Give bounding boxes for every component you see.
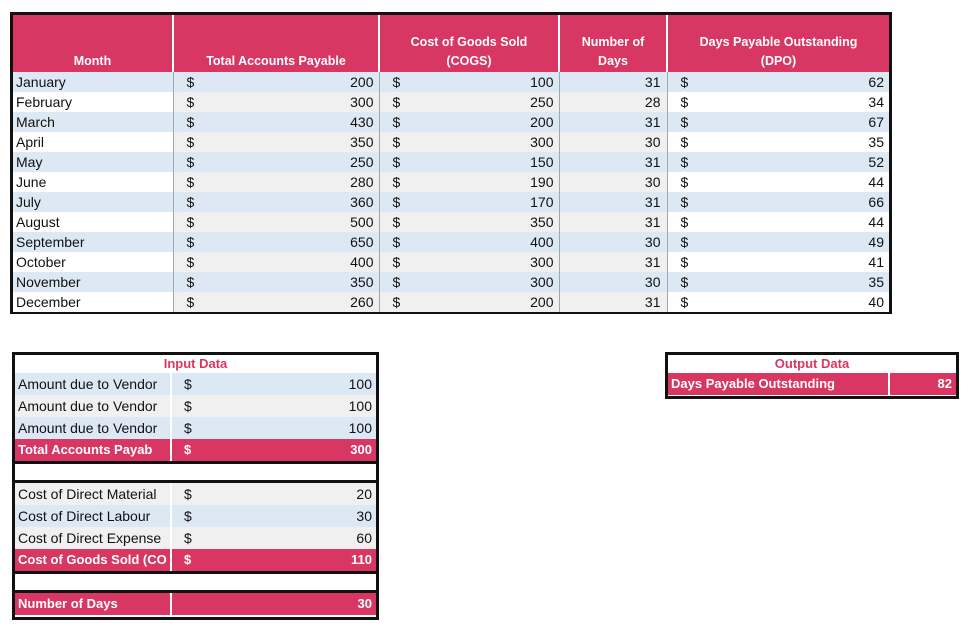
days-cell[interactable]	[559, 292, 667, 312]
cogs-value: 300	[530, 134, 554, 150]
currency-symbol: $	[184, 486, 192, 502]
cogs-cell[interactable]	[379, 92, 559, 112]
currency-symbol: $	[392, 154, 401, 170]
days-value: 30	[644, 134, 661, 150]
month-label: February	[16, 94, 73, 110]
month-cell[interactable]	[13, 192, 173, 212]
month-label: October	[16, 254, 66, 270]
currency-symbol: $	[392, 214, 401, 230]
total-cogs-label: Cost of Goods Sold (CO	[15, 549, 172, 571]
month-label: December	[16, 294, 81, 310]
currency-symbol: $	[184, 552, 192, 567]
cost-value-cell[interactable]	[172, 527, 376, 549]
month-label: April	[16, 134, 45, 150]
cost-label: Cost of Direct Material	[15, 483, 172, 505]
total-cogs-value: 110	[351, 552, 372, 567]
dpo-value: 67	[868, 114, 884, 130]
cogs-value: 200	[530, 114, 554, 130]
cost-row[interactable]	[15, 483, 376, 505]
cost-row[interactable]	[15, 505, 376, 527]
vendor-value: 100	[348, 376, 372, 392]
table-row	[13, 292, 889, 312]
month-cell[interactable]	[13, 272, 173, 292]
dpo-cell[interactable]	[667, 292, 889, 312]
header-dpo-line2: (DPO)	[760, 54, 797, 68]
cost-label: Cost of Direct Labour	[15, 505, 172, 527]
currency-symbol: $	[680, 254, 689, 270]
dpo-cell[interactable]	[667, 252, 889, 272]
month-label: June	[16, 174, 47, 190]
total-ap-value-cell[interactable]	[172, 439, 376, 461]
month-cell[interactable]	[13, 132, 173, 152]
dpo-monthly-table	[10, 12, 892, 314]
output-data-title: Output Data	[774, 356, 850, 371]
ap-cell[interactable]	[173, 272, 379, 292]
output-data-panel	[665, 352, 959, 399]
currency-symbol: $	[392, 174, 401, 190]
cogs-value: 350	[530, 214, 554, 230]
table-row	[13, 112, 889, 132]
ap-value: 430	[350, 114, 374, 130]
currency-symbol: $	[186, 114, 195, 130]
currency-symbol: $	[186, 134, 195, 150]
month-cell[interactable]	[13, 252, 173, 272]
cost-value: 30	[356, 508, 372, 524]
cost-value: 20	[356, 486, 372, 502]
header-cogs-line2: (COGS)	[446, 54, 492, 68]
cogs-cell[interactable]	[379, 152, 559, 172]
month-cell[interactable]	[13, 72, 173, 92]
currency-symbol: $	[186, 94, 195, 110]
dpo-value: 34	[868, 94, 884, 110]
currency-symbol: $	[392, 134, 401, 150]
currency-symbol: $	[680, 174, 689, 190]
cogs-cell[interactable]	[379, 112, 559, 132]
cogs-value: 100	[530, 74, 554, 90]
header-days-line2: Days	[598, 54, 628, 68]
days-value: 31	[644, 114, 661, 130]
header-cogs-line1: Cost of Goods Sold	[410, 35, 528, 49]
vendor-value-cell[interactable]	[172, 417, 376, 439]
ap-cell[interactable]	[173, 152, 379, 172]
dpo-value: 40	[868, 294, 884, 310]
vendor-row[interactable]	[15, 395, 376, 417]
currency-symbol: $	[680, 134, 689, 150]
input-data-panel	[12, 352, 379, 620]
days-cell[interactable]	[559, 252, 667, 272]
cogs-value: 200	[530, 294, 554, 310]
cogs-cell[interactable]	[379, 292, 559, 312]
table-row	[13, 212, 889, 232]
currency-symbol: $	[680, 214, 689, 230]
table-row	[13, 132, 889, 152]
currency-symbol: $	[680, 94, 689, 110]
currency-symbol: $	[680, 194, 689, 210]
dpo-cell[interactable]	[667, 92, 889, 112]
days-cell[interactable]	[559, 92, 667, 112]
days-value: 30	[644, 274, 661, 290]
ap-cell[interactable]	[173, 192, 379, 212]
ap-value: 300	[350, 94, 374, 110]
currency-symbol: $	[184, 398, 192, 414]
days-value: 31	[644, 194, 661, 210]
header-dpo[interactable]	[667, 15, 889, 72]
ap-value: 650	[350, 234, 374, 250]
currency-symbol: $	[186, 174, 195, 190]
cogs-value: 300	[530, 254, 554, 270]
month-cell[interactable]	[13, 152, 173, 172]
days-value: 30	[644, 174, 661, 190]
ap-cell[interactable]	[173, 292, 379, 312]
currency-symbol: $	[680, 234, 689, 250]
dpo-cell[interactable]	[667, 152, 889, 172]
ap-value: 260	[350, 294, 374, 310]
days-value: 31	[644, 154, 661, 170]
dpo-value: 44	[868, 214, 884, 230]
cogs-cell[interactable]	[379, 252, 559, 272]
days-value: 31	[644, 254, 661, 270]
currency-symbol: $	[186, 154, 195, 170]
header-dpo-line1: Days Payable Outstanding	[699, 35, 858, 49]
header-month[interactable]: Month	[13, 15, 173, 72]
ap-value: 350	[350, 134, 374, 150]
ap-cell[interactable]	[173, 132, 379, 152]
cost-row[interactable]	[15, 527, 376, 549]
total-cogs-row[interactable]	[15, 549, 376, 571]
table-row	[13, 192, 889, 212]
vendor-value-cell[interactable]	[172, 373, 376, 395]
header-cogs[interactable]	[379, 15, 559, 72]
currency-symbol: $	[184, 376, 192, 392]
currency-symbol: $	[680, 274, 689, 290]
days-cell[interactable]	[559, 272, 667, 292]
currency-symbol: $	[392, 114, 401, 130]
currency-symbol: $	[680, 74, 689, 90]
currency-symbol: $	[186, 194, 195, 210]
days-cell[interactable]	[559, 152, 667, 172]
currency-symbol: $	[392, 254, 401, 270]
days-cell[interactable]	[559, 232, 667, 252]
dpo-cell[interactable]	[667, 132, 889, 152]
currency-symbol: $	[680, 154, 689, 170]
cogs-cell[interactable]	[379, 72, 559, 92]
ap-value: 350	[350, 274, 374, 290]
days-cell[interactable]	[559, 72, 667, 92]
month-cell[interactable]	[13, 112, 173, 132]
currency-symbol: $	[680, 294, 689, 310]
dpo-value: 41	[868, 254, 884, 270]
cogs-value: 170	[530, 194, 554, 210]
cost-value-cell[interactable]	[172, 505, 376, 527]
days-cell[interactable]	[559, 112, 667, 132]
cogs-cell[interactable]	[379, 172, 559, 192]
vendor-value-cell[interactable]	[172, 395, 376, 417]
currency-symbol: $	[186, 214, 195, 230]
vendor-label: Amount due to Vendor	[15, 395, 172, 417]
days-value: 28	[644, 94, 661, 110]
input-data-title: Input Data	[163, 356, 228, 371]
ap-cell[interactable]	[173, 252, 379, 272]
month-cell[interactable]	[13, 232, 173, 252]
dpo-cell[interactable]	[667, 232, 889, 252]
currency-symbol: $	[392, 294, 401, 310]
currency-symbol: $	[184, 442, 192, 457]
header-days-line1: Number of	[581, 35, 645, 49]
month-cell[interactable]	[13, 92, 173, 112]
currency-symbol: $	[680, 114, 689, 130]
dpo-value: 35	[868, 134, 884, 150]
dpo-cell[interactable]	[667, 272, 889, 292]
days-value: 30	[644, 234, 661, 250]
header-number-of-days[interactable]	[559, 15, 667, 72]
ap-value: 400	[350, 254, 374, 270]
currency-symbol: $	[392, 74, 401, 90]
spacer-row	[15, 461, 376, 483]
cogs-cell[interactable]	[379, 212, 559, 232]
vendor-value: 100	[348, 420, 372, 436]
table-row	[13, 72, 889, 92]
ap-cell[interactable]	[173, 212, 379, 232]
dpo-table-grid	[13, 15, 889, 312]
dpo-value: 49	[868, 234, 884, 250]
ap-value: 200	[350, 74, 374, 90]
days-value: 31	[644, 214, 661, 230]
month-label: July	[16, 194, 41, 210]
currency-symbol: $	[186, 74, 195, 90]
dpo-value: 44	[868, 174, 884, 190]
table-row	[13, 232, 889, 252]
header-total-accounts-payable[interactable]: Total Accounts Payable	[173, 15, 379, 72]
ap-cell[interactable]	[173, 112, 379, 132]
days-value: 31	[644, 294, 661, 310]
number-of-days-value-cell[interactable]	[172, 593, 376, 615]
currency-symbol: $	[186, 254, 195, 270]
ap-cell[interactable]	[173, 72, 379, 92]
month-label: March	[16, 114, 55, 130]
currency-symbol: $	[392, 234, 401, 250]
total-ap-value: 300	[350, 442, 372, 457]
cost-value-cell[interactable]	[172, 483, 376, 505]
ap-value: 250	[350, 154, 374, 170]
currency-symbol: $	[184, 420, 192, 436]
days-value: 31	[644, 74, 661, 90]
table-row	[13, 92, 889, 112]
table-row	[13, 152, 889, 172]
currency-symbol: $	[392, 194, 401, 210]
ap-value: 500	[350, 214, 374, 230]
ap-cell[interactable]	[173, 92, 379, 112]
month-cell[interactable]	[13, 292, 173, 312]
currency-symbol: $	[186, 234, 195, 250]
table-row	[13, 172, 889, 192]
vendor-label: Amount due to Vendor	[15, 373, 172, 395]
dpo-output-label: Days Payable Outstanding	[668, 373, 890, 395]
dpo-table-body	[13, 72, 889, 312]
month-label: January	[16, 74, 66, 90]
cogs-value: 150	[530, 154, 554, 170]
month-cell[interactable]	[13, 172, 173, 192]
currency-symbol: $	[184, 530, 192, 546]
days-cell[interactable]	[559, 132, 667, 152]
currency-symbol: $	[184, 508, 192, 524]
cost-value: 60	[356, 530, 372, 546]
currency-symbol: $	[186, 274, 195, 290]
cogs-value: 250	[530, 94, 554, 110]
days-cell[interactable]	[559, 212, 667, 232]
cogs-value: 190	[530, 174, 554, 190]
currency-symbol: $	[392, 94, 401, 110]
cogs-value: 400	[530, 234, 554, 250]
month-label: May	[16, 154, 43, 170]
currency-symbol: $	[392, 274, 401, 290]
dpo-value: 62	[868, 74, 884, 90]
ap-value: 280	[350, 174, 374, 190]
currency-symbol: $	[186, 294, 195, 310]
number-of-days-label: Number of Days	[15, 593, 172, 615]
dpo-cell[interactable]	[667, 112, 889, 132]
dpo-value: 66	[868, 194, 884, 210]
ap-cell[interactable]	[173, 232, 379, 252]
cogs-cell[interactable]	[379, 232, 559, 252]
dpo-cell[interactable]	[667, 72, 889, 92]
month-cell[interactable]	[13, 212, 173, 232]
cogs-cell[interactable]	[379, 272, 559, 292]
cogs-cell[interactable]	[379, 192, 559, 212]
number-of-days-value: 30	[357, 596, 372, 611]
dpo-cell[interactable]	[667, 192, 889, 212]
ap-value: 360	[350, 194, 374, 210]
month-label: November	[16, 274, 81, 290]
table-row	[13, 252, 889, 272]
cogs-cell[interactable]	[379, 132, 559, 152]
number-of-days-row[interactable]	[15, 593, 376, 615]
dpo-value: 52	[868, 154, 884, 170]
vendor-row[interactable]	[15, 417, 376, 439]
table-row	[13, 272, 889, 292]
total-accounts-payable-row[interactable]	[15, 439, 376, 461]
vendor-value: 100	[348, 398, 372, 414]
dpo-output-value-cell[interactable]	[890, 373, 956, 395]
dpo-cell[interactable]	[667, 212, 889, 232]
month-label: August	[16, 214, 60, 230]
dpo-value: 35	[868, 274, 884, 290]
vendor-row[interactable]	[15, 373, 376, 395]
dpo-output-value: 82	[937, 376, 952, 391]
dpo-cell[interactable]	[667, 172, 889, 192]
total-ap-label: Total Accounts Payab	[15, 439, 172, 461]
month-label: September	[16, 234, 85, 250]
vendor-label: Amount due to Vendor	[15, 417, 172, 439]
total-cogs-value-cell[interactable]	[172, 549, 376, 571]
cogs-value: 300	[530, 274, 554, 290]
spacer-row	[15, 571, 376, 593]
days-cell[interactable]	[559, 172, 667, 192]
days-cell[interactable]	[559, 192, 667, 212]
cost-label: Cost of Direct Expense	[15, 527, 172, 549]
dpo-output-row[interactable]	[668, 373, 956, 395]
ap-cell[interactable]	[173, 172, 379, 192]
